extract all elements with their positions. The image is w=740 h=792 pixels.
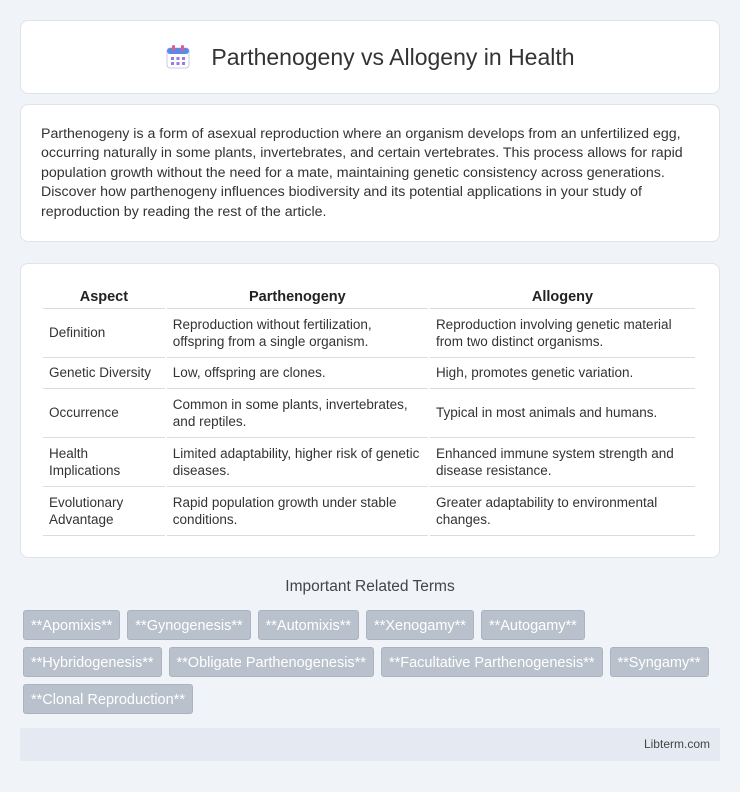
related-term-tag[interactable]: **Syngamy** xyxy=(610,647,709,677)
footer-site-link[interactable]: Libterm.com xyxy=(643,737,710,751)
cell-allogeny: Enhanced immune system strength and disease resistance. xyxy=(430,438,695,487)
header-aspect: Aspect xyxy=(43,284,165,309)
related-term-tag[interactable]: **Xenogamy** xyxy=(366,610,474,640)
cell-aspect: Definition xyxy=(43,309,165,358)
cell-aspect: Genetic Diversity xyxy=(43,358,165,389)
table-row xyxy=(43,438,695,487)
cell-allogeny: High, promotes genetic variation. xyxy=(430,358,695,389)
cell-aspect: Health Implications xyxy=(43,438,165,487)
related-terms-list xyxy=(23,610,723,714)
related-terms-title: Important Related Terms xyxy=(285,578,455,595)
cell-parthenogeny: Rapid population growth under stable conditions. xyxy=(167,487,428,536)
cell-aspect: Occurrence xyxy=(43,389,165,438)
intro-paragraph: Parthenogeny is a form of asexual reproduction where an organism develops from an unfertilized egg, occurring naturally in some plants, invertebrates, and certain vertebrates. This process allows for rapid population growth without the need for a mate, maintaining genetic consistency across generations. Discover how parthenogeny influences biodiversity and its potential applications in your study of reproduction by reading the rest of the article. xyxy=(41,126,683,220)
related-term-tag[interactable]: **Automixis** xyxy=(258,610,359,640)
table-row xyxy=(43,389,695,438)
header-parthenogeny: Parthenogeny xyxy=(167,284,428,309)
table-row xyxy=(43,358,695,389)
related-term-tag[interactable]: **Facultative Parthenogenesis** xyxy=(381,647,603,677)
comparison-card xyxy=(20,263,720,558)
cell-parthenogeny: Common in some plants, invertebrates, and reptiles. xyxy=(167,389,428,438)
page-title: Parthenogeny vs Allogeny in Health xyxy=(211,43,575,70)
calendar-icon xyxy=(165,44,191,70)
table-header-row xyxy=(43,284,695,309)
comparison-table xyxy=(41,284,697,536)
cell-parthenogeny: Reproduction without fertilization, offspring from a single organism. xyxy=(167,309,428,358)
footer xyxy=(20,728,720,761)
table-row xyxy=(43,487,695,536)
cell-aspect: Evolutionary Advantage xyxy=(43,487,165,536)
cell-allogeny: Greater adaptability to environmental changes. xyxy=(430,487,695,536)
table-row xyxy=(43,309,695,358)
related-term-tag[interactable]: **Autogamy** xyxy=(481,610,585,640)
related-term-tag[interactable]: **Obligate Parthenogenesis** xyxy=(169,647,374,677)
cell-allogeny: Reproduction involving genetic material from two distinct organisms. xyxy=(430,309,695,358)
cell-parthenogeny: Low, offspring are clones. xyxy=(167,358,428,389)
related-term-tag[interactable]: **Apomixis** xyxy=(23,610,120,640)
title-card xyxy=(20,20,720,94)
related-term-tag[interactable]: **Hybridogenesis** xyxy=(23,647,162,677)
related-term-tag[interactable]: **Gynogenesis** xyxy=(127,610,250,640)
header-allogeny: Allogeny xyxy=(430,284,695,309)
cell-allogeny: Typical in most animals and humans. xyxy=(430,389,695,438)
cell-parthenogeny: Limited adaptability, higher risk of genetic diseases. xyxy=(167,438,428,487)
intro-card xyxy=(20,104,720,242)
related-term-tag[interactable]: **Clonal Reproduction** xyxy=(23,684,193,714)
